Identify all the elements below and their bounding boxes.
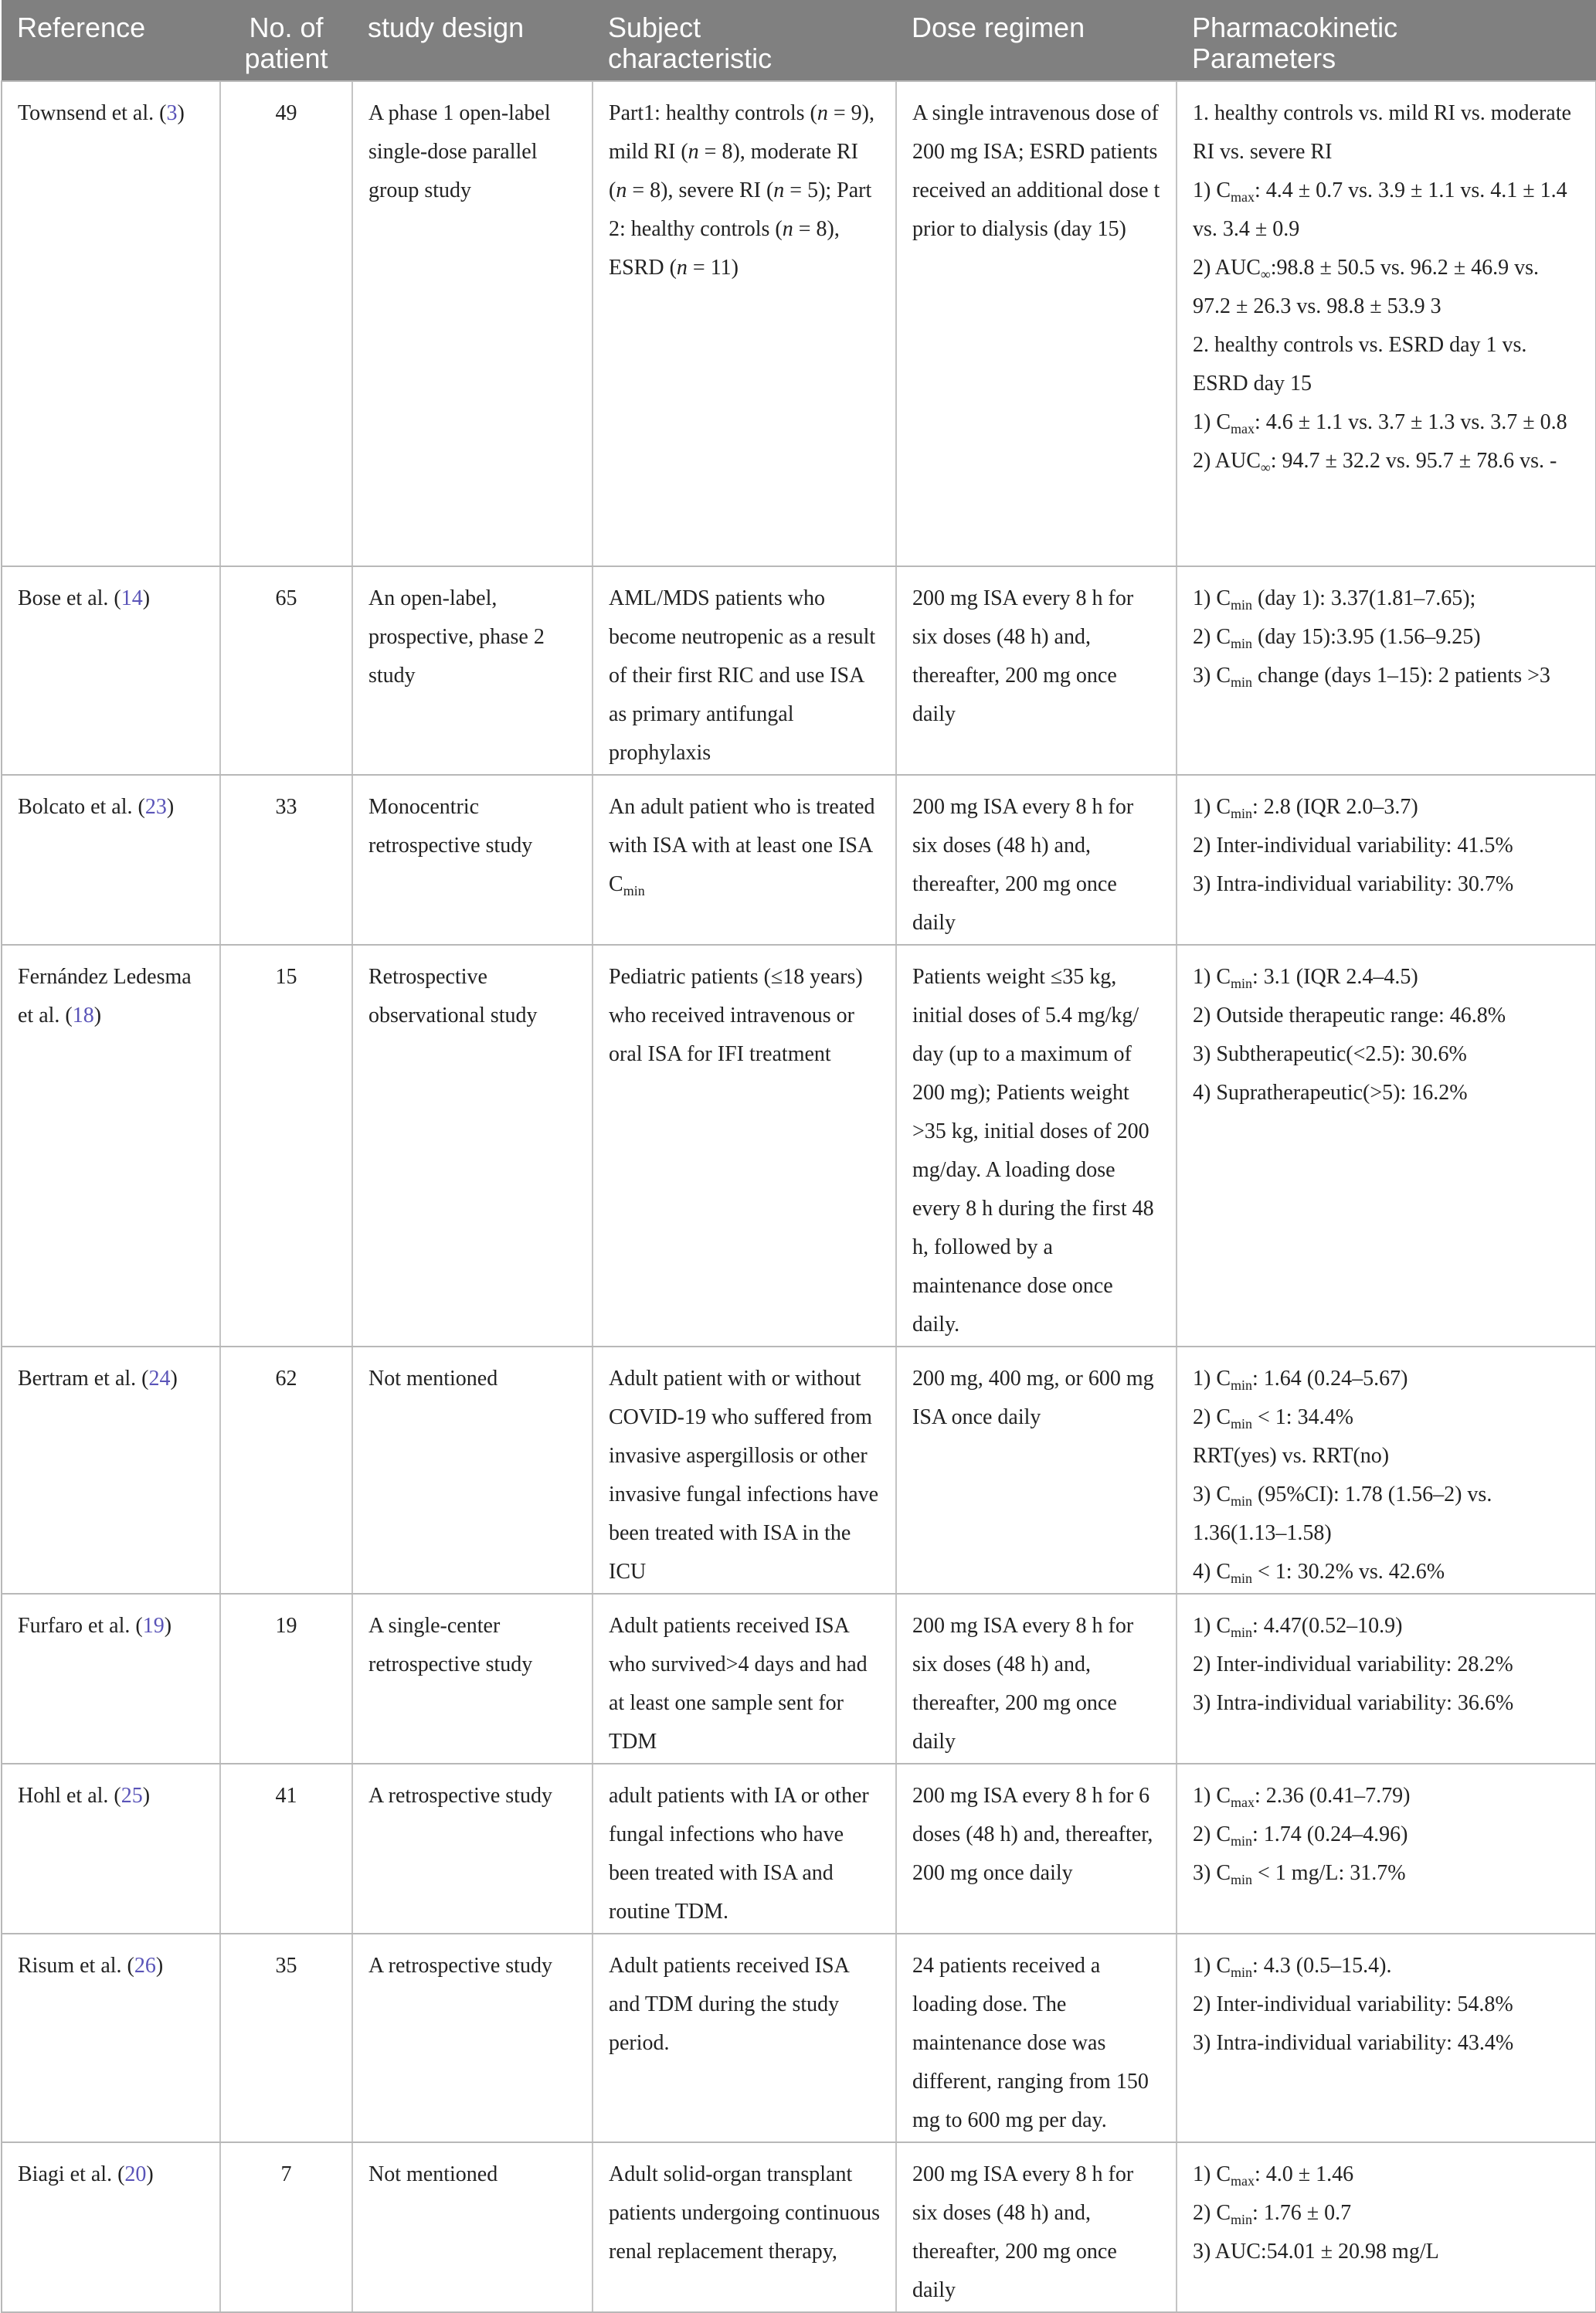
subject-cell: AML/MDS patients who become neutropenic as a result of their first RIC and use ISA as primary antifungal prophylaxis [593, 566, 896, 775]
table-row [2, 2142, 1596, 2312]
citation-link[interactable]: 19 [142, 1614, 165, 1638]
header-subject: Subject characteristic [593, 0, 896, 81]
pk-cell: 1) $C_{min}$: 4.47(0.52–10.9) 2) Inter-individual variability: 28.2% 3) Intra-individual variability: 36.6% [1177, 1594, 1596, 1764]
dose-cell: 200 mg ISA every 8 h for six doses (48 h) and, thereafter, 200 mg once daily [896, 566, 1177, 775]
dose-cell: Patients weight ≤35 kg, initial doses of 5.4 mg/kg/ day (up to a maximum of 200 mg); Patients weight >35 kg, initial doses of 200 mg/day. A loading dose every 8 h during the first 48 h, followed by a maintenance dose once daily. [896, 945, 1177, 1347]
reference-cell: Hohl et al. (25) [2, 1764, 220, 1934]
pk-studies-table [1, 0, 1596, 2313]
reference-cell: Townsend et al. (3) [2, 81, 220, 566]
dose-cell: 200 mg ISA every 8 h for six doses (48 h) and, thereafter, 200 mg once daily [896, 2142, 1177, 2312]
pk-cell: 1. healthy controls vs. mild RI vs. moderate RI vs. severe RI 1) $C_{max}$: 4.4 ± 0.7 vs. 3.9 ± 1.1 vs. 4.1 ± 1.4 vs. 3.4 ± 0.9 2) $AUC_\infty:98.8 \pm 50.5$ vs. 96.2 ± 46.9 vs. 97.2 ± 26.3 vs. 98.8 ± 53.9 3 2. healthy controls vs. ESRD day 1 vs. ESRD day 15 1) $C_{max}$: 4.6 ± 1.1 vs. 3.7 ± 1.3 vs. 3.7 ± 0.8 2) $AUC_\infty$: 94.7 ± 32.2 vs. 95.7 ± 78.6 vs. - [1177, 81, 1596, 566]
reference-cell: Furfaro et al. (19) [2, 1594, 220, 1764]
pk-cell: 1) $C_{max}$: 2.36 (0.41–7.79) 2) $C_{min}$: 1.74 (0.24–4.96) 3) $C_{min} < 1$ mg/L: 31.7% [1177, 1764, 1596, 1934]
pk-cell: 1) $C_{min}$: 2.8 (IQR 2.0–3.7) 2) Inter-individual variability: 41.5% 3) Intra-individual variability: 30.7% [1177, 775, 1596, 945]
citation-link[interactable]: 24 [148, 1367, 171, 1391]
table-row [2, 1934, 1596, 2142]
table-row [2, 775, 1596, 945]
pk-cell: 1) $C_{min}$: 4.3 (0.5–15.4). 2) Inter-individual variability: 54.8% 3) Intra-individual variability: 43.4% [1177, 1934, 1596, 2142]
header-row [2, 0, 1596, 81]
reference-cell: Biagi et al. (20) [2, 2142, 220, 2312]
table-row [2, 1347, 1596, 1594]
subject-cell: Adult patient with or without COVID-19 who suffered from invasive aspergillosis or other invasive fungal infections have been treated with ISA in the ICU [593, 1347, 896, 1594]
subject-cell: An adult patient who is treated with ISA with at least one ISA $C_{min}$ [593, 775, 896, 945]
patient-count: 49 [220, 81, 352, 566]
study-design-cell: Monocentric retrospective study [352, 775, 593, 945]
patient-count: 15 [220, 945, 352, 1347]
table-row [2, 81, 1596, 566]
pk-cell: 1) $C_{min}$: 3.1 (IQR 2.4–4.5) 2) Outside therapeutic range: 46.8% 3) Subtherapeutic(<2.5): 30.6% 4) Supratherapeutic(>5): 16.2% [1177, 945, 1596, 1347]
patient-count: 33 [220, 775, 352, 945]
patient-count: 41 [220, 1764, 352, 1934]
citation-link[interactable]: 14 [121, 586, 143, 610]
reference-cell: Bose et al. (14) [2, 566, 220, 775]
reference-cell: Risum et al. (26) [2, 1934, 220, 2142]
citation-link[interactable]: 26 [134, 1954, 156, 1978]
patient-count: 35 [220, 1934, 352, 2142]
study-design-cell: An open-label, prospective, phase 2 study [352, 566, 593, 775]
pk-cell: 1) $C_{min}$: 1.64 (0.24–5.67) 2) $C_{min} < 1$: 34.4% RRT(yes) vs. RRT(no) 3) $C_{min}$ (95%CI): 1.78 (1.56–2) vs. 1.36(1.13–1.58) 4) $C_{min} < 1$: 30.2% vs. 42.6% [1177, 1347, 1596, 1594]
subject-cell: Adult solid-organ transplant patients undergoing continuous renal replacement therapy, [593, 2142, 896, 2312]
table-row [2, 1764, 1596, 1934]
dose-cell: A single intravenous dose of 200 mg ISA; ESRD patients received an additional dose t prior to dialysis (day 15) [896, 81, 1177, 566]
table-row [2, 566, 1596, 775]
subject-cell: adult patients with IA or other fungal infections who have been treated with ISA and routine TDM. [593, 1764, 896, 1934]
subject-cell: Part1: healthy controls (n = 9), mild RI (n = 8), moderate RI (n = 8), severe RI (n = 5); Part 2: healthy controls (n = 8), ESRD (n = 11) [593, 81, 896, 566]
subject-cell: Adult patients received ISA and TDM during the study period. [593, 1934, 896, 2142]
dose-cell: 200 mg ISA every 8 h for 6 doses (48 h) and, thereafter, 200 mg once daily [896, 1764, 1177, 1934]
table-row [2, 1594, 1596, 1764]
table-row [2, 945, 1596, 1347]
header-pk: Pharmacokinetic Parameters [1177, 0, 1596, 81]
dose-cell: 200 mg, 400 mg, or 600 mg ISA once daily [896, 1347, 1177, 1594]
reference-cell: Fernández Ledesma et al. (18) [2, 945, 220, 1347]
reference-cell: Bertram et al. (24) [2, 1347, 220, 1594]
citation-link[interactable]: 3 [166, 101, 178, 125]
study-design-cell: Retrospective observational study [352, 945, 593, 1347]
patient-count: 7 [220, 2142, 352, 2312]
header-patients: No. of patient [220, 0, 352, 81]
citation-link[interactable]: 20 [124, 2162, 147, 2186]
reference-cell: Bolcato et al. (23) [2, 775, 220, 945]
study-design-cell: Not mentioned [352, 1347, 593, 1594]
patient-count: 62 [220, 1347, 352, 1594]
study-design-cell: A retrospective study [352, 1934, 593, 2142]
study-design-cell: A single-center retrospective study [352, 1594, 593, 1764]
header-dose: Dose regimen [896, 0, 1177, 81]
pk-cell: 1) $C_{min}$ (day 1): 3.37(1.81–7.65); 2) $C_{min}$ (day 15):3.95 (1.56–9.25) 3) $C_{min}$ change (days 1–15): 2 patients >3 [1177, 566, 1596, 775]
subject-cell: Pediatric patients (≤18 years) who received intravenous or oral ISA for IFI treatment [593, 945, 896, 1347]
study-design-cell: A phase 1 open-label single-dose parallel group study [352, 81, 593, 566]
pk-cell: 1) $C_{max}$: 4.0 ± 1.46 2) $C_{min}$: 1.76 ± 0.7 3) AUC:54.01 ± 20.98 mg/L [1177, 2142, 1596, 2312]
subject-cell: Adult patients received ISA who survived>4 days and had at least one sample sent for TDM [593, 1594, 896, 1764]
study-design-cell: A retrospective study [352, 1764, 593, 1934]
header-reference: Reference [2, 0, 220, 81]
dose-cell: 24 patients received a loading dose. The maintenance dose was different, ranging from 150 mg to 600 mg per day. [896, 1934, 1177, 2142]
citation-link[interactable]: 18 [72, 1004, 94, 1027]
patient-count: 65 [220, 566, 352, 775]
dose-cell: 200 mg ISA every 8 h for six doses (48 h) and, thereafter, 200 mg once daily [896, 775, 1177, 945]
citation-link[interactable]: 25 [121, 1784, 143, 1808]
citation-link[interactable]: 23 [144, 795, 167, 819]
study-design-cell: Not mentioned [352, 2142, 593, 2312]
dose-cell: 200 mg ISA every 8 h for six doses (48 h) and, thereafter, 200 mg once daily [896, 1594, 1177, 1764]
patient-count: 19 [220, 1594, 352, 1764]
header-study-design: study design [352, 0, 593, 81]
